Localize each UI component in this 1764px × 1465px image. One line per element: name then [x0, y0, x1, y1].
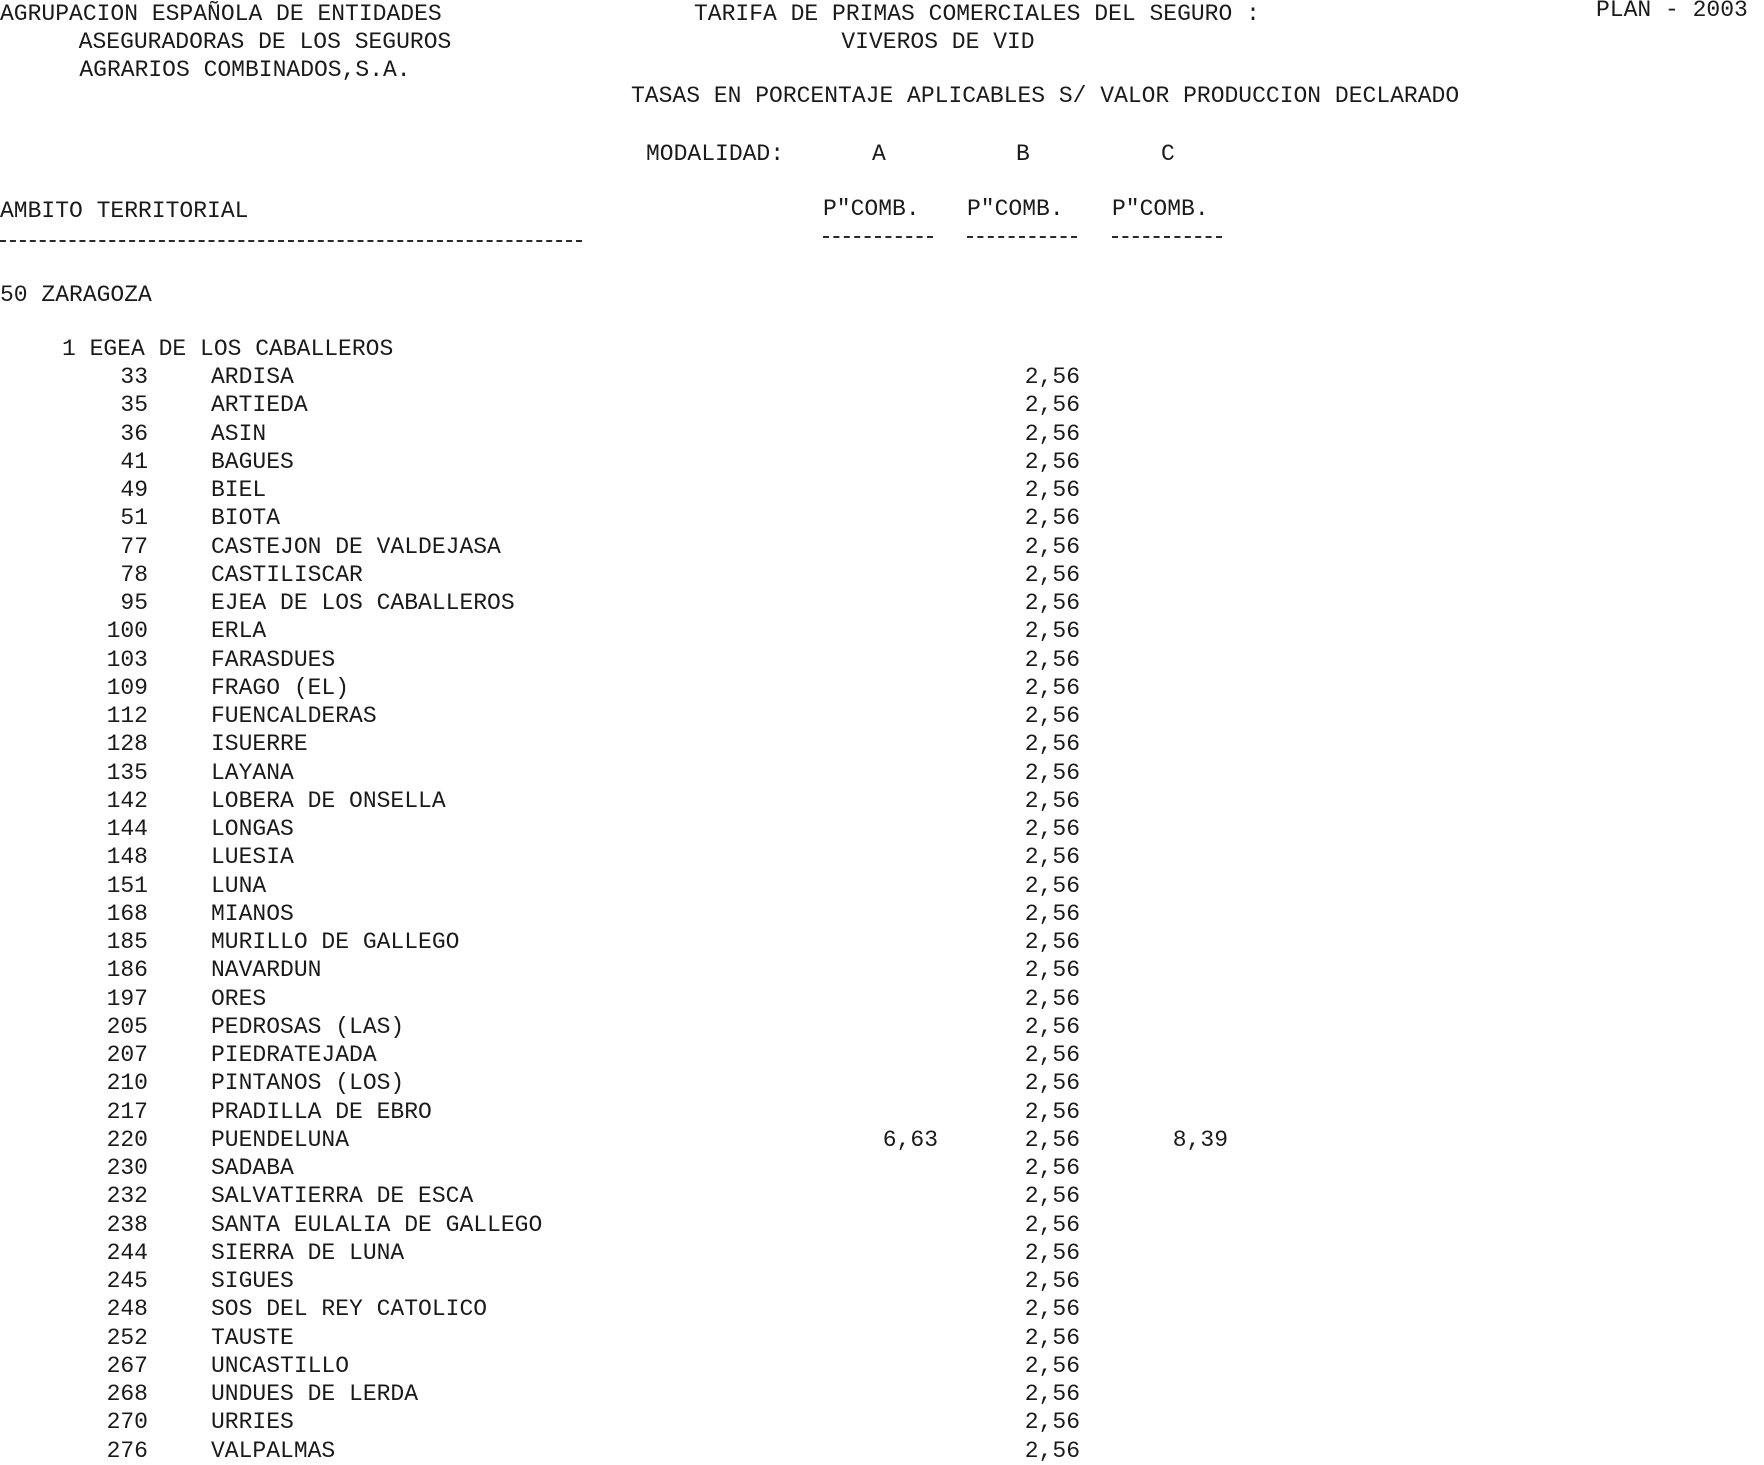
table-row — [0, 420, 1764, 448]
table-row — [0, 476, 1764, 504]
municipality-code: 49 — [120, 477, 148, 503]
table-row — [0, 1154, 1764, 1182]
rate-modalidad-b: 2,56 — [1024, 1268, 1080, 1294]
municipality-code: 232 — [106, 1183, 148, 1210]
rate-modalidad-b: 2,56 — [1024, 1155, 1080, 1181]
table-row — [0, 900, 1764, 928]
table-row — [0, 1126, 1764, 1154]
table-row — [0, 589, 1764, 617]
municipality-code: 270 — [106, 1409, 148, 1436]
municipality-code: 109 — [106, 674, 148, 701]
table-row — [0, 1069, 1764, 1097]
municipality-name: SIERRA DE LUNA — [211, 1239, 405, 1266]
rate-modalidad-b: 2,56 — [1024, 1211, 1080, 1238]
rate-modalidad-b: 2,56 — [1024, 674, 1080, 701]
municipality-code: 252 — [106, 1324, 148, 1351]
municipality-name: PRADILLA DE EBRO — [211, 1098, 432, 1125]
municipality-name: LONGAS — [211, 816, 294, 842]
municipality-code: 95 — [120, 590, 148, 616]
municipality-code: 197 — [106, 985, 148, 1012]
municipality-name: ORES — [211, 985, 267, 1012]
table-row — [0, 956, 1764, 984]
municipality-code: 36 — [120, 420, 148, 447]
rate-modalidad-b: 2,56 — [1024, 1352, 1080, 1379]
rate-modalidad-b: 2,56 — [1024, 816, 1080, 842]
province-heading: 50 ZARAGOZA — [0, 282, 152, 308]
rate-modalidad-b: 2,56 — [1024, 1126, 1080, 1153]
municipality-name: BAGUES — [211, 448, 294, 475]
municipality-name: UNCASTILLO — [211, 1352, 350, 1379]
rate-modalidad-b: 2,56 — [1024, 505, 1080, 532]
municipality-name: BIEL — [211, 477, 267, 503]
table-row — [0, 759, 1764, 787]
municipality-name: SOS DEL REY CATOLICO — [211, 1296, 488, 1323]
municipality-name: MIANOS — [211, 900, 294, 927]
rate-modalidad-b: 2,56 — [1024, 618, 1080, 645]
modalidad-a: A — [872, 141, 886, 167]
municipality-code: 112 — [106, 703, 148, 729]
table-row — [0, 872, 1764, 900]
rate-modalidad-b: 2,56 — [1024, 364, 1080, 390]
municipality-code: 185 — [106, 929, 148, 955]
rate-modalidad-c: 8,39 — [1172, 1126, 1228, 1153]
municipality-code: 77 — [120, 533, 148, 560]
rate-modalidad-b: 2,56 — [1024, 392, 1080, 419]
municipality-name: FUENCALDERAS — [211, 703, 377, 729]
municipality-name: URRIES — [211, 1409, 294, 1436]
column-c-divider — [1112, 236, 1222, 238]
rate-modalidad-b: 2,56 — [1024, 1070, 1080, 1097]
organization-name-line3: AGRARIOS COMBINADOS,S.A. — [79, 57, 411, 83]
rate-modalidad-b: 2,56 — [1024, 1324, 1080, 1351]
rate-modalidad-b: 2,56 — [1024, 1437, 1080, 1464]
document-title: TARIFA DE PRIMAS COMERCIALES DEL SEGURO : — [694, 1, 1260, 27]
municipality-name: SANTA EULALIA DE GALLEGO — [211, 1211, 543, 1238]
table-row — [0, 985, 1764, 1013]
table-row — [0, 1324, 1764, 1352]
table-row — [0, 363, 1764, 391]
rate-modalidad-b: 2,56 — [1024, 590, 1080, 616]
municipality-code: 248 — [106, 1296, 148, 1323]
municipality-code: 142 — [106, 787, 148, 814]
column-a-header: P"COMB. — [823, 196, 920, 222]
municipality-code: 276 — [106, 1437, 148, 1464]
municipality-name: FARASDUES — [211, 646, 336, 673]
table-row — [0, 730, 1764, 758]
rate-modalidad-b: 2,56 — [1024, 1239, 1080, 1266]
table-row — [0, 448, 1764, 476]
municipality-name: ISUERRE — [211, 731, 308, 758]
rate-modalidad-b: 2,56 — [1024, 646, 1080, 673]
municipality-name: VALPALMAS — [211, 1437, 336, 1464]
table-row — [0, 561, 1764, 589]
municipality-code: 244 — [106, 1239, 148, 1266]
municipality-name: TAUSTE — [211, 1324, 294, 1351]
municipality-name: ASIN — [211, 420, 267, 447]
organization-name-line2: ASEGURADORAS DE LOS SEGUROS — [78, 29, 452, 55]
municipality-code: 51 — [120, 505, 148, 532]
municipality-code: 186 — [106, 957, 148, 984]
municipality-code: 245 — [106, 1268, 148, 1294]
municipality-name: PEDROSAS (LAS) — [211, 1013, 405, 1040]
table-row — [0, 1437, 1764, 1465]
municipality-name: PIEDRATEJADA — [211, 1042, 377, 1068]
insurance-line: VIVEROS DE VID — [841, 29, 1035, 55]
rate-modalidad-b: 2,56 — [1024, 1098, 1080, 1125]
table-row — [0, 1408, 1764, 1436]
rate-modalidad-b: 2,56 — [1024, 872, 1080, 899]
rate-modalidad-b: 2,56 — [1024, 448, 1080, 475]
municipality-code: 35 — [120, 392, 148, 419]
municipality-code: 151 — [106, 872, 148, 899]
municipality-name: SIGUES — [211, 1268, 294, 1294]
table-row — [0, 928, 1764, 956]
column-b-header: P"COMB. — [967, 196, 1064, 222]
municipality-code: 230 — [106, 1155, 148, 1181]
rate-modalidad-b: 2,56 — [1024, 957, 1080, 984]
municipality-name: LOBERA DE ONSELLA — [211, 787, 446, 814]
column-a-divider — [823, 236, 933, 238]
organization-name-line1: AGRUPACION ESPAÑOLA DE ENTIDADES — [0, 1, 442, 27]
rate-modalidad-b: 2,56 — [1024, 420, 1080, 447]
municipality-code: 168 — [106, 900, 148, 927]
table-row — [0, 1041, 1764, 1069]
table-row — [0, 843, 1764, 871]
rate-modalidad-b: 2,56 — [1024, 1183, 1080, 1210]
rates-subtitle: TASAS EN PORCENTAJE APLICABLES S/ VALOR PRODUCCION DECLARADO — [631, 83, 1460, 109]
rate-modalidad-b: 2,56 — [1024, 1042, 1080, 1068]
table-row — [0, 1182, 1764, 1210]
municipality-name: PUENDELUNA — [211, 1126, 350, 1153]
municipality-name: UNDUES DE LERDA — [211, 1381, 419, 1407]
municipality-code: 78 — [120, 561, 148, 588]
rate-modalidad-a: 6,63 — [882, 1126, 938, 1153]
municipality-code: 217 — [106, 1098, 148, 1125]
rate-modalidad-b: 2,56 — [1024, 1381, 1080, 1407]
table-row — [0, 1352, 1764, 1380]
rate-modalidad-b: 2,56 — [1024, 787, 1080, 814]
ambito-divider — [0, 240, 582, 242]
municipality-code: 268 — [106, 1381, 148, 1407]
table-row — [0, 815, 1764, 843]
table-row — [0, 504, 1764, 532]
municipality-code: 267 — [106, 1352, 148, 1379]
municipality-code: 135 — [106, 759, 148, 786]
municipality-code: 148 — [106, 844, 148, 871]
table-row — [0, 1013, 1764, 1041]
municipality-code: 41 — [120, 448, 148, 475]
rate-modalidad-b: 2,56 — [1024, 1013, 1080, 1040]
ambito-territorial-header: AMBITO TERRITORIAL — [0, 198, 249, 224]
municipality-name: ERLA — [211, 618, 267, 645]
municipality-name: MURILLO DE GALLEGO — [211, 929, 460, 955]
municipality-code: 207 — [106, 1042, 148, 1068]
municipality-name: LUNA — [211, 872, 267, 899]
rate-modalidad-b: 2,56 — [1024, 561, 1080, 588]
table-row — [0, 617, 1764, 645]
modalidad-label: MODALIDAD: — [646, 141, 785, 167]
municipality-name: CASTEJON DE VALDEJASA — [211, 533, 501, 560]
municipality-name: LUESIA — [211, 844, 294, 871]
rate-modalidad-b: 2,56 — [1024, 477, 1080, 503]
table-row — [0, 1239, 1764, 1267]
rate-modalidad-b: 2,56 — [1024, 533, 1080, 560]
municipality-code: 220 — [106, 1126, 148, 1153]
table-row — [0, 702, 1764, 730]
rate-modalidad-b: 2,56 — [1024, 759, 1080, 786]
table-row — [0, 787, 1764, 815]
municipality-name: FRAGO (EL) — [211, 674, 350, 701]
column-b-divider — [967, 236, 1077, 238]
column-c-header: P"COMB. — [1112, 196, 1209, 222]
municipality-code: 128 — [106, 731, 148, 758]
municipality-name: LAYANA — [211, 759, 294, 786]
table-row — [0, 646, 1764, 674]
rate-modalidad-b: 2,56 — [1024, 844, 1080, 871]
municipality-name: NAVARDUN — [211, 957, 322, 984]
rate-modalidad-b: 2,56 — [1024, 929, 1080, 955]
municipality-code: 33 — [120, 364, 148, 390]
municipality-code: 238 — [106, 1211, 148, 1238]
table-row — [0, 1211, 1764, 1239]
municipality-name: EJEA DE LOS CABALLEROS — [211, 590, 515, 616]
municipality-code: 100 — [106, 618, 148, 645]
municipality-code: 210 — [106, 1070, 148, 1097]
modalidad-c: C — [1161, 141, 1175, 167]
rate-modalidad-b: 2,56 — [1024, 1296, 1080, 1323]
rate-modalidad-b: 2,56 — [1024, 985, 1080, 1012]
rate-modalidad-b: 2,56 — [1024, 900, 1080, 927]
table-row — [0, 533, 1764, 561]
municipality-name: ARTIEDA — [211, 392, 308, 419]
table-row — [0, 1267, 1764, 1295]
rate-modalidad-b: 2,56 — [1024, 731, 1080, 758]
table-row — [0, 1295, 1764, 1323]
municipality-name: CASTILISCAR — [211, 561, 363, 588]
table-row — [0, 1380, 1764, 1408]
municipality-name: ARDISA — [211, 364, 294, 390]
municipality-code: 144 — [106, 816, 148, 842]
modalidad-b: B — [1016, 141, 1030, 167]
plan-year: PLAN - 2003 — [1596, 0, 1748, 23]
table-row — [0, 674, 1764, 702]
rate-modalidad-b: 2,56 — [1024, 1409, 1080, 1436]
table-row — [0, 391, 1764, 419]
municipality-name: BIOTA — [211, 505, 281, 532]
municipality-name: PINTANOS (LOS) — [211, 1070, 405, 1097]
municipality-name: SADABA — [211, 1155, 294, 1181]
municipality-code: 205 — [106, 1013, 148, 1040]
table-row — [0, 1098, 1764, 1126]
municipality-code: 103 — [106, 646, 148, 673]
comarca-heading: 1 EGEA DE LOS CABALLEROS — [62, 336, 394, 362]
rate-modalidad-b: 2,56 — [1024, 703, 1080, 729]
municipality-name: SALVATIERRA DE ESCA — [211, 1183, 474, 1210]
